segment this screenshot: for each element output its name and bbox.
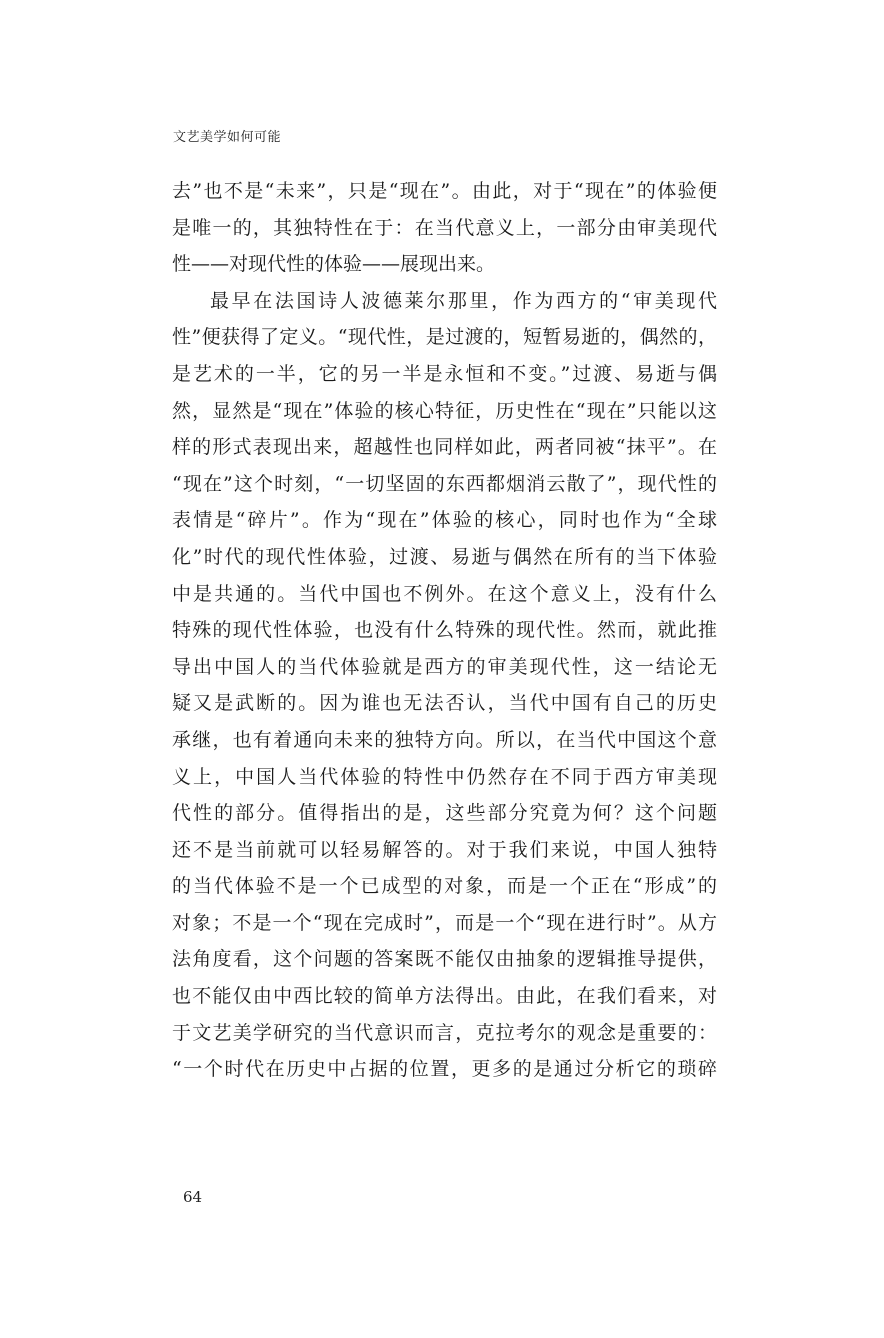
text-line: 义上，中国人当代体验的特性中仍然存在不同于西方审美现 <box>172 765 717 788</box>
text-line: 还不是当前就可以轻易解答的。对于我们来说，中国人独特 <box>172 838 717 861</box>
text-line: 法角度看，这个问题的答案既不能仅由抽象的逻辑推导提供， <box>172 948 717 971</box>
text-line: 是唯一的，其独特性在于：在当代意义上，一部分由审美现代 <box>172 216 717 239</box>
text-line: 是艺术的一半，它的另一半是永恒和不变。”过渡、易逝与偶 <box>172 362 717 385</box>
text-line: 中是共通的。当代中国也不例外。在这个意义上，没有什么 <box>172 582 717 605</box>
text-line: 代性的部分。值得指出的是，这些部分究竟为何？这个问题 <box>172 802 717 825</box>
text-line: 疑又是武断的。因为谁也无法否认，当代中国有自己的历史 <box>172 692 717 715</box>
text-line: 于文艺美学研究的当代意识而言，克拉考尔的观念是重要的： <box>172 1021 717 1044</box>
text-line: 去”也不是“未来”，只是“现在”。由此，对于“现在”的体验便 <box>172 180 717 202</box>
text-line: 导出中国人的当代体验就是西方的审美现代性，这一结论无 <box>172 655 717 678</box>
text-line: 然，显然是“现在”体验的核心特征，历史性在“现在”只能以这 <box>172 399 717 422</box>
text-line: 承继，也有着通向未来的独特方向。所以，在当代中国这个意 <box>172 728 717 751</box>
text-line: 性——对现代性的体验——展现出来。 <box>172 253 496 276</box>
text-line: 表情是“碎片”。作为“现在”体验的核心，同时也作为“全球 <box>172 509 717 532</box>
text-line: 的当代体验不是一个已成型的对象，而是一个正在“形成”的 <box>172 875 717 898</box>
paragraph-first-line: 最早在法国诗人波德莱尔那里，作为西方的“审美现代 <box>210 289 717 312</box>
text-line: 对象；不是一个“现在完成时”，而是一个“现在进行时”。从方 <box>172 911 717 934</box>
page-number: 64 <box>183 1188 203 1206</box>
text-line: 特殊的现代性体验，也没有什么特殊的现代性。然而，就此推 <box>172 619 717 642</box>
text-line: “一个时代在历史中占据的位置，更多的是通过分析它的琐碎 <box>172 1058 717 1081</box>
text-line: 也不能仅由中西比较的简单方法得出。由此，在我们看来，对 <box>172 985 717 1008</box>
text-line: 化”时代的现代性体验，过渡、易逝与偶然在所有的当下体验 <box>172 545 717 568</box>
text-line: 性”便获得了定义。“现代性，是过渡的，短暂易逝的，偶然的， <box>172 326 717 349</box>
running-header-title: 文艺美学如何可能 <box>173 130 282 145</box>
text-line: 样的形式表现出来，超越性也同样如此，两者同被“抹平”。在 <box>172 436 717 459</box>
body-text <box>172 173 717 1088</box>
text-line: “现在”这个时刻，“一切坚固的东西都烟消云散了”，现代性的 <box>172 472 717 495</box>
